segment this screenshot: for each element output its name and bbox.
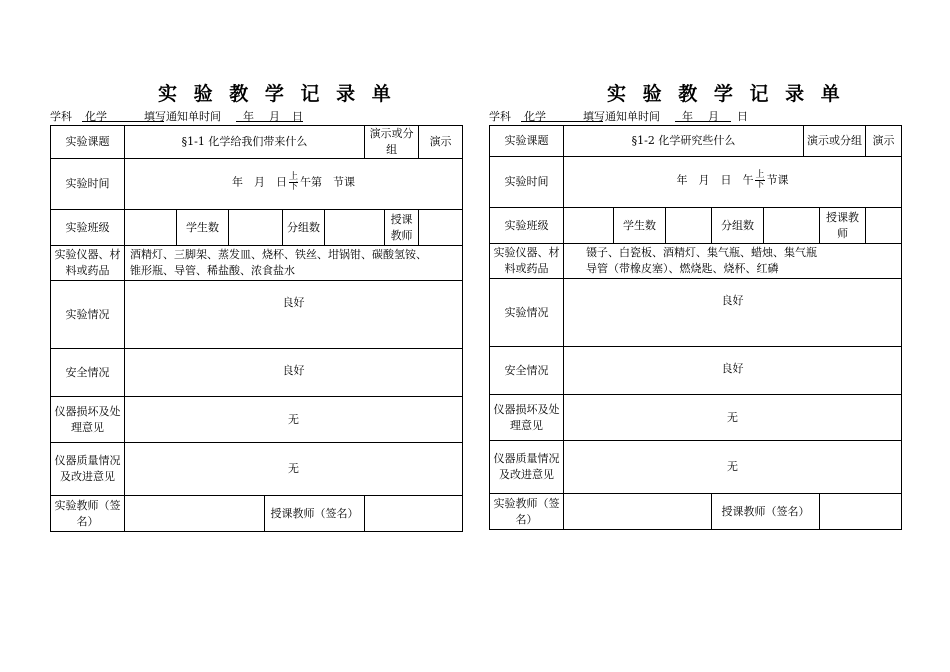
record-table (489, 125, 902, 530)
damage-value: 无 (564, 395, 902, 441)
situation-value: 良好 (125, 281, 463, 349)
subject-label: 学科 (489, 110, 511, 123)
mode-value: 演示 (419, 126, 463, 159)
teacher-value (419, 210, 463, 246)
mode-value: 演示 (866, 126, 902, 157)
notice-month: 月 (708, 110, 719, 123)
students-label: 学生数 (177, 210, 229, 246)
subject-label: 学科 (50, 110, 72, 123)
quality-value: 无 (125, 443, 463, 496)
safety-value: 良好 (564, 347, 902, 395)
topic-label: 实验课题 (490, 126, 564, 157)
time-text-b: 节课 (766, 173, 789, 187)
groups-label: 分组数 (283, 210, 325, 246)
teacher-value (866, 208, 902, 244)
time-label: 实验时间 (51, 159, 125, 210)
time-upper: 上 (289, 172, 299, 182)
subject-value: 化学 (85, 110, 107, 123)
teacher-sign-label: 授课教师（签名） (712, 494, 820, 530)
situation-label: 实验情况 (490, 279, 564, 347)
groups-label: 分组数 (712, 208, 764, 244)
time-lower: 下 (755, 180, 765, 190)
notice-underline (675, 121, 731, 122)
time-text-a: 年 月 日 (232, 175, 288, 189)
topic-label: 实验课题 (51, 126, 125, 159)
time-value (564, 157, 902, 208)
damage-label: 仪器损坏及处理意见 (490, 395, 564, 441)
teacher-sign-field (820, 494, 902, 530)
time-lower: 下 (289, 182, 299, 192)
topic-value: §1-1 化学给我们带来什么 (125, 126, 365, 159)
materials-label: 实验仪器、材料或药品 (490, 244, 564, 279)
time-text-b: 午第 节课 (300, 175, 356, 189)
lab-teacher-sign-field (125, 496, 265, 532)
class-value (564, 208, 614, 244)
materials-line-2: 导管（带橡皮塞）、燃烧匙、烧杯、红磷 (586, 262, 779, 275)
groups-value (764, 208, 820, 244)
time-value (125, 159, 463, 210)
class-value (125, 210, 177, 246)
class-label: 实验班级 (490, 208, 564, 244)
damage-label: 仪器损坏及处理意见 (51, 397, 125, 443)
safety-label: 安全情况 (51, 349, 125, 397)
safety-label: 安全情况 (490, 347, 564, 395)
am-pm-fraction (755, 171, 764, 190)
notice-time-label: 填写通知单时间 (144, 110, 221, 123)
groups-value (325, 210, 385, 246)
time-text-a: 年 月 日 午 (676, 173, 754, 187)
damage-value: 无 (125, 397, 463, 443)
notice-underline (236, 121, 303, 122)
quality-value: 无 (564, 441, 902, 494)
form-title: 实 验 教 学 记 录 单 (158, 83, 396, 105)
students-label: 学生数 (614, 208, 666, 244)
notice-year: 年 (243, 110, 254, 123)
lab-teacher-sign-label: 实验教师（签名） (51, 496, 125, 532)
time-upper: 上 (755, 170, 765, 180)
lab-teacher-sign-field (564, 494, 712, 530)
form-meta (489, 108, 909, 122)
am-pm-fraction (289, 173, 298, 192)
notice-time-label: 填写通知单时间 (583, 110, 660, 123)
time-label: 实验时间 (490, 157, 564, 208)
notice-year: 年 (682, 110, 693, 123)
mode-label: 演示或分组 (365, 126, 419, 159)
mode-label: 演示或分组 (804, 126, 866, 157)
materials-line-2: 锥形瓶、导管、稀盐酸、浓食盐水 (130, 264, 295, 277)
materials-value (125, 246, 463, 281)
lab-teacher-sign-label: 实验教师（签名） (490, 494, 564, 530)
notice-day: 日 (292, 110, 303, 123)
notice-day: 日 (737, 110, 748, 123)
materials-label: 实验仪器、材料或药品 (51, 246, 125, 281)
materials-line-1: 酒精灯、三脚架、蒸发皿、烧杯、铁丝、坩锅钳、碳酸氢铵、 (130, 248, 427, 261)
situation-label: 实验情况 (51, 281, 125, 349)
record-table (50, 125, 463, 532)
students-value (666, 208, 712, 244)
quality-label: 仪器质量情况及改进意见 (490, 441, 564, 494)
teacher-sign-label: 授课教师（签名） (265, 496, 365, 532)
safety-value: 良好 (125, 349, 463, 397)
students-value (229, 210, 283, 246)
teacher-label: 授课教师 (385, 210, 419, 246)
situation-value: 良好 (564, 279, 902, 347)
topic-value: §1-2 化学研究些什么 (564, 126, 804, 157)
materials-line-1: 镊子、白瓷板、酒精灯、集气瓶、蜡烛、集气瓶 (586, 246, 817, 259)
quality-label: 仪器质量情况及改进意见 (51, 443, 125, 496)
teacher-sign-field (365, 496, 463, 532)
teacher-label: 授课教师 (820, 208, 866, 244)
form-title: 实 验 教 学 记 录 单 (607, 83, 845, 105)
subject-value: 化学 (524, 110, 546, 123)
class-label: 实验班级 (51, 210, 125, 246)
notice-month: 月 (269, 110, 280, 123)
materials-value (564, 244, 902, 279)
form-meta (50, 108, 470, 122)
